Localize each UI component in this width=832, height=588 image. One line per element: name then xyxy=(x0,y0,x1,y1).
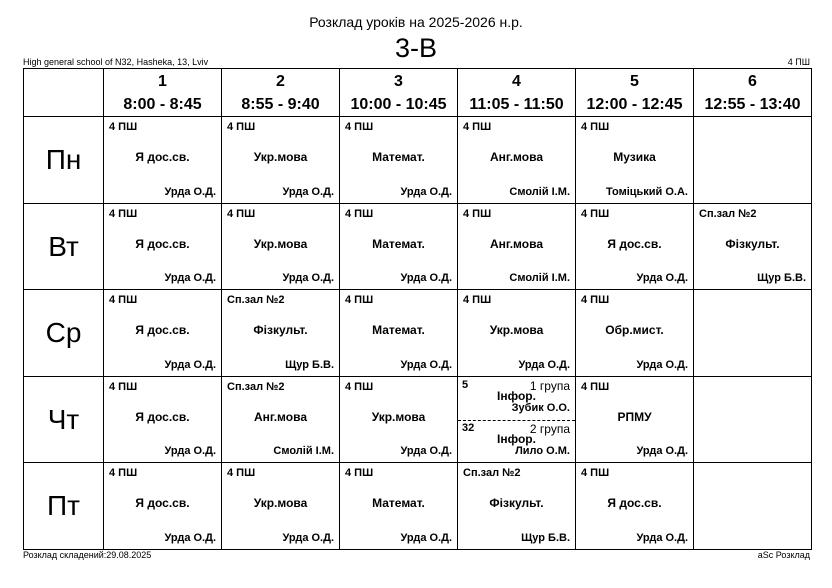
lesson-cell[interactable] xyxy=(576,463,694,550)
lesson-room: 4 ПШ xyxy=(109,121,138,134)
day-label: Ср xyxy=(24,290,104,377)
lesson-subject: Укр.мова xyxy=(371,409,426,424)
lesson-room: 4 ПШ xyxy=(463,121,492,134)
lesson-cell[interactable] xyxy=(458,203,576,290)
lesson-cell[interactable] xyxy=(694,376,812,463)
period-number: 4 xyxy=(512,73,521,90)
lesson-teacher: Щур Б.В. xyxy=(757,272,806,285)
day-label: Вт xyxy=(24,203,104,290)
lesson-teacher: Урда О.Д. xyxy=(400,185,452,198)
lesson-cell[interactable] xyxy=(104,117,222,204)
lesson-cell[interactable] xyxy=(576,376,694,463)
lesson-subject: Математ. xyxy=(372,236,425,251)
lesson-cell[interactable] xyxy=(694,117,812,204)
lesson-cell[interactable] xyxy=(458,290,576,377)
lesson-subject: РПМУ xyxy=(617,409,652,424)
period-number: 5 xyxy=(630,73,639,90)
lesson-room: 4 ПШ xyxy=(345,380,374,393)
lesson-teacher: Урда О.Д. xyxy=(282,532,334,544)
period-number: 3 xyxy=(394,73,403,90)
lesson-subject: Я дос.св. xyxy=(607,236,662,251)
lesson-subject: Музика xyxy=(613,150,656,165)
lesson-teacher: Урда О.Д. xyxy=(518,358,570,371)
lesson-subject: Анг.мова xyxy=(490,150,543,165)
lesson-cell[interactable] xyxy=(222,203,340,290)
period-time: 8:55 - 9:40 xyxy=(241,96,320,113)
lesson-room: Сп.зал №2 xyxy=(463,467,521,480)
lesson-cell[interactable] xyxy=(222,290,340,377)
lesson-subject: Анг.мова xyxy=(254,409,307,424)
lesson-subject: Я дос.св. xyxy=(135,323,190,338)
period-time: 12:00 - 12:45 xyxy=(586,96,683,113)
lesson-cell[interactable] xyxy=(576,117,694,204)
lesson-cell[interactable] xyxy=(222,117,340,204)
lesson-room: 4 ПШ xyxy=(581,207,610,220)
lesson-subject: Фізкульт. xyxy=(489,496,544,511)
period-header xyxy=(340,69,458,117)
lesson-subject: Математ. xyxy=(372,323,425,338)
lesson-subject: Інфор. xyxy=(497,388,536,403)
lesson-room: 4 ПШ xyxy=(109,207,138,220)
lesson-teacher: Урда О.Д. xyxy=(164,532,216,544)
lesson-room: Сп.зал №2 xyxy=(227,294,285,307)
lesson-subject: Фізкульт. xyxy=(253,323,308,338)
lesson-cell[interactable] xyxy=(340,290,458,377)
day-label: Пн xyxy=(24,117,104,204)
lesson-subject: Фізкульт. xyxy=(725,236,780,251)
lesson-room: 4 ПШ xyxy=(109,467,138,480)
day-row xyxy=(24,203,812,290)
lesson-cell[interactable] xyxy=(104,290,222,377)
lesson-teacher: Урда О.Д. xyxy=(164,185,216,198)
lesson-subject: Обр.мист. xyxy=(605,323,664,338)
day-row xyxy=(24,117,812,204)
lesson-teacher: Урда О.Д. xyxy=(636,532,688,544)
lesson-teacher: Щур Б.В. xyxy=(521,532,570,544)
lesson-cell[interactable] xyxy=(694,463,812,550)
lesson-teacher: Урда О.Д. xyxy=(400,358,452,371)
lesson-cell[interactable] xyxy=(576,290,694,377)
period-number: 2 xyxy=(276,73,285,90)
lesson-teacher: Урда О.Д. xyxy=(400,445,452,458)
lesson-cell[interactable] xyxy=(340,203,458,290)
lesson-teacher: Урда О.Д. xyxy=(164,272,216,285)
lesson-cell[interactable] xyxy=(458,117,576,204)
lesson-room: 32 xyxy=(462,421,475,434)
lesson-teacher: Урда О.Д. xyxy=(636,358,688,371)
group-label: 2 група xyxy=(529,421,570,436)
lesson-cell[interactable] xyxy=(458,376,576,463)
lesson-room: 4 ПШ xyxy=(345,294,374,307)
period-header xyxy=(694,69,812,117)
lesson-room: 4 ПШ xyxy=(581,121,610,134)
lesson-subject: Математ. xyxy=(372,496,425,511)
lesson-teacher: Урда О.Д. xyxy=(164,358,216,371)
lesson-cell[interactable] xyxy=(694,290,812,377)
timetable xyxy=(23,68,812,550)
home-room: 4 ПШ xyxy=(787,57,810,67)
lesson-subject: Я дос.св. xyxy=(135,409,190,424)
lesson-room: 4 ПШ xyxy=(581,467,610,480)
period-number: 6 xyxy=(748,73,757,90)
corner-cell xyxy=(24,69,104,117)
period-time: 10:00 - 10:45 xyxy=(350,96,447,113)
lesson-subject: Укр.мова xyxy=(489,323,544,338)
lesson-room: 4 ПШ xyxy=(463,294,492,307)
lesson-room: 4 ПШ xyxy=(109,294,138,307)
lesson-teacher: Смолій І.М. xyxy=(509,272,570,285)
lesson-room: Сп.зал №2 xyxy=(699,207,757,220)
lesson-teacher: Урда О.Д. xyxy=(636,445,688,458)
group-lesson xyxy=(458,420,575,463)
class-name: 3-В xyxy=(394,33,438,63)
lesson-cell[interactable] xyxy=(222,376,340,463)
lesson-room: 4 ПШ xyxy=(227,121,256,134)
lesson-subject: Я дос.св. xyxy=(135,236,190,251)
lesson-teacher: Смолій І.М. xyxy=(273,445,334,458)
lesson-room: 4 ПШ xyxy=(581,380,610,393)
lesson-cell[interactable] xyxy=(104,376,222,463)
lesson-room: 4 ПШ xyxy=(345,467,374,480)
lesson-cell[interactable] xyxy=(340,463,458,550)
lesson-room: 4 ПШ xyxy=(109,380,138,393)
lesson-teacher: Щур Б.В. xyxy=(285,358,334,371)
lesson-cell[interactable] xyxy=(340,376,458,463)
school-name: High general school of N32, Hasheka, 13, Lviv xyxy=(23,57,209,67)
period-time: 12:55 - 13:40 xyxy=(704,96,801,113)
lesson-teacher: Лило О.М. xyxy=(515,444,570,457)
lesson-teacher: Урда О.Д. xyxy=(282,185,334,198)
period-header xyxy=(458,69,576,117)
lesson-room: 4 ПШ xyxy=(345,207,374,220)
app-name: aSc Розклад xyxy=(757,550,810,560)
period-header xyxy=(104,69,222,117)
day-label: Пт xyxy=(24,463,104,550)
lesson-subject: Анг.мова xyxy=(490,236,543,251)
lesson-teacher: Урда О.Д. xyxy=(636,272,688,285)
lesson-teacher: Урда О.Д. xyxy=(400,272,452,285)
lesson-teacher: Урда О.Д. xyxy=(282,272,334,285)
lesson-subject: Я дос.св. xyxy=(135,150,190,165)
lesson-teacher: Урда О.Д. xyxy=(164,445,216,458)
period-time: 11:05 - 11:50 xyxy=(469,96,564,113)
lesson-room: 4 ПШ xyxy=(345,121,374,134)
lesson-cell[interactable] xyxy=(576,203,694,290)
lesson-room: 4 ПШ xyxy=(463,207,492,220)
lesson-subject: Математ. xyxy=(372,150,425,165)
period-time: 8:00 - 8:45 xyxy=(123,96,202,113)
lesson-cell[interactable] xyxy=(458,463,576,550)
lesson-room: Сп.зал №2 xyxy=(227,380,285,393)
lesson-room: 4 ПШ xyxy=(581,294,610,307)
day-row xyxy=(24,463,812,550)
lesson-cell[interactable] xyxy=(104,463,222,550)
lesson-subject: Я дос.св. xyxy=(135,496,190,511)
group-label: 1 група xyxy=(529,378,570,393)
lesson-subject: Укр.мова xyxy=(253,496,308,511)
lesson-room: 4 ПШ xyxy=(227,467,256,480)
lesson-cell[interactable] xyxy=(340,117,458,204)
lesson-cell[interactable] xyxy=(104,203,222,290)
lesson-teacher: Томіцький О.А. xyxy=(605,185,688,198)
period-header xyxy=(222,69,340,117)
lesson-teacher: Урда О.Д. xyxy=(400,532,452,544)
created-date: Розклад складений:29.08.2025 xyxy=(23,550,152,560)
day-row xyxy=(24,290,812,377)
header-row xyxy=(24,69,812,117)
period-header xyxy=(576,69,694,117)
day-label: Чт xyxy=(24,376,104,463)
lesson-subject: Укр.мова xyxy=(253,150,308,165)
lesson-teacher: Смолій І.М. xyxy=(509,185,570,198)
lesson-room: 5 xyxy=(462,378,469,391)
lesson-teacher: Зубик О.О. xyxy=(511,401,570,414)
period-number: 1 xyxy=(158,73,167,90)
lesson-room: 4 ПШ xyxy=(227,207,256,220)
lesson-subject: Я дос.св. xyxy=(607,496,662,511)
day-row xyxy=(24,376,812,463)
lesson-cell[interactable] xyxy=(694,203,812,290)
lesson-cell[interactable] xyxy=(222,463,340,550)
group-lesson xyxy=(458,377,575,421)
lesson-subject: Укр.мова xyxy=(253,236,308,251)
lesson-subject: Інфор. xyxy=(497,431,536,446)
page-title: Розклад уроків на 2025-2026 н.р. xyxy=(309,14,523,30)
